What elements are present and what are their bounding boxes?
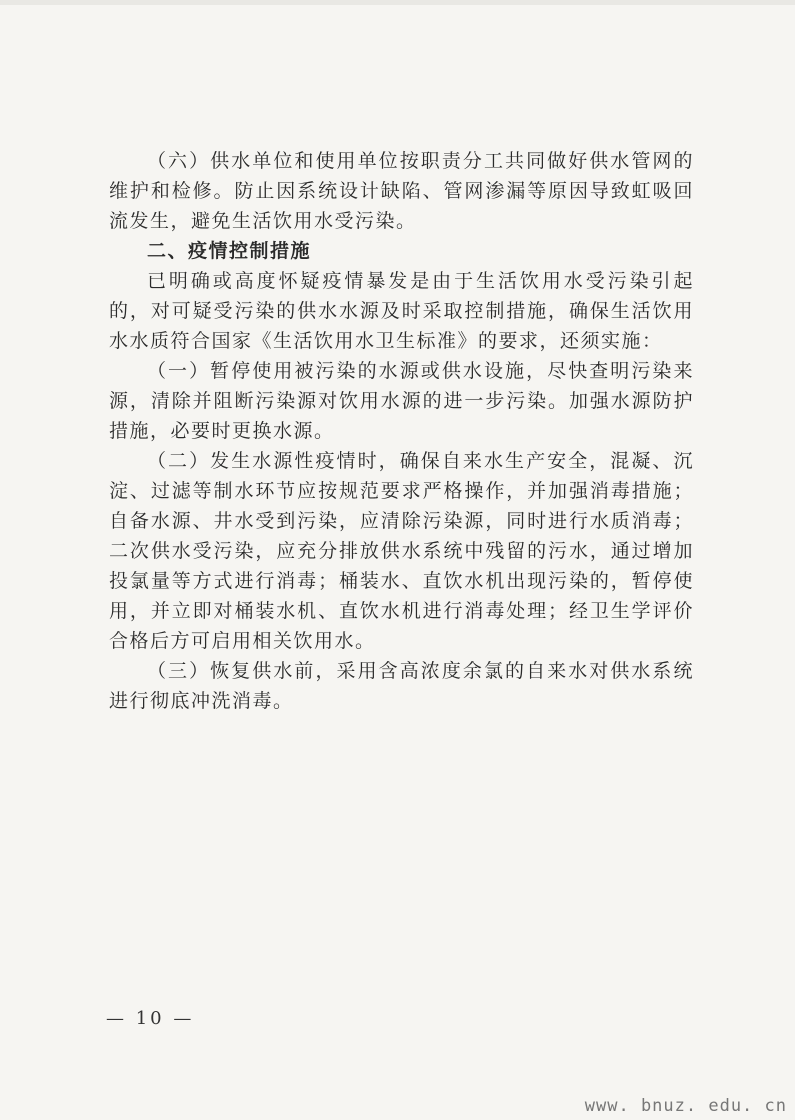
paragraph-1-suspend-use: （一）暂停使用被污染的水源或供水设施，尽快查明污染来源，清除并阻断污染源对饮用水源的进一步污染。加强水源防护措施，必要时更换水源。: [109, 360, 694, 442]
paragraph-6-pipe-maintenance: （六）供水单位和使用单位按职责分工共同做好供水管网的维护和检修。防止因系统设计缺陷、管网渗漏等原因导致虹吸回流发生，避免生活饮用水受污染。: [109, 150, 694, 232]
section-heading-epidemic-control: 二、疫情控制措施: [147, 240, 312, 262]
document-body: [109, 146, 694, 716]
source-watermark: www. bnuz. edu. cn: [584, 1096, 787, 1116]
paragraph-3-restore-supply: （三）恢复供水前，采用含高浓度余氯的自来水对供水系统进行彻底冲洗消毒。: [109, 660, 694, 712]
scan-edge: [0, 0, 795, 5]
paragraph-intro: 已明确或高度怀疑疫情暴发是由于生活饮用水受污染引起的，对可疑受污染的供水水源及时采取控制措施，确保生活饮用水水质符合国家《生活饮用水卫生标准》的要求，还须实施：: [109, 270, 694, 352]
page-number: — 10 —: [106, 1008, 195, 1029]
paragraph-2-waterborne-epidemic: （二）发生水源性疫情时，确保自来水生产安全，混凝、沉淀、过滤等制水环节应按规范要求严格操作，并加强消毒措施；自备水源、井水受到污染，应清除污染源，同时进行水质消毒；二次供水受污染，应充分排放供水系统中残留的污水，通过增加投氯量等方式进行消毒；桶装水、直饮水机出现污染的，暂停使用，并立即对桶装水机、直饮水机进行消毒处理；经卫生学评价合格后方可启用相关饮用水。: [109, 450, 694, 652]
